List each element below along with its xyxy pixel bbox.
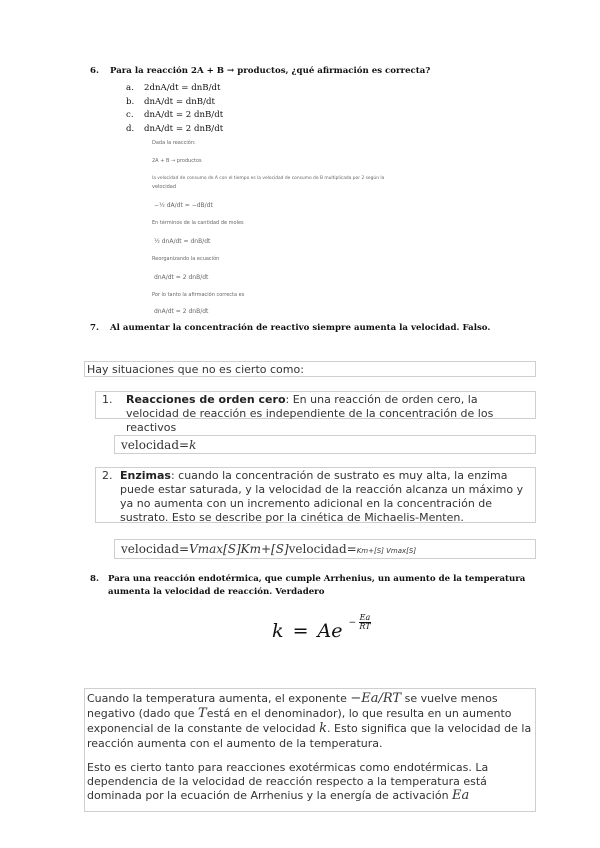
- work-line: Dada la reacción:: [152, 140, 196, 146]
- formula2-small: Km+[S] Vmax[S]: [356, 547, 417, 555]
- q7-number: 7.: [90, 323, 99, 333]
- q8-number: 8.: [90, 574, 99, 584]
- q8-heading: [90, 573, 530, 599]
- eq-coef: A: [317, 620, 332, 642]
- q7-formula2-box: [114, 539, 536, 559]
- q6-options: [126, 82, 223, 136]
- eq-lhs: k: [272, 620, 284, 642]
- q7-item2-title: Enzimas: [120, 469, 171, 482]
- math-Ea: Ea: [452, 788, 470, 803]
- q7-item1-body: : En una reacción de orden cero, la velocidad de reacción es independiente de la concentración de los reactivos: [126, 393, 494, 434]
- formula2-label2: velocidad=: [288, 542, 357, 556]
- formula2-label: velocidad=: [121, 542, 190, 556]
- q7-item2-box: [95, 467, 536, 523]
- work-equation: dnA/dt = 2 dnB/dt: [154, 308, 209, 315]
- arrhenius-equation: [272, 613, 371, 642]
- q7-heading: [90, 323, 490, 333]
- q7-item1-box: [95, 391, 536, 434]
- q6-option-c: c. dnA/dt = 2 dnB/dt: [126, 110, 224, 120]
- work-line: En términos de la cantidad de moles: [152, 220, 244, 226]
- q6-heading: [90, 66, 430, 76]
- math-exponent: −Ea/RT: [350, 691, 402, 706]
- eq-sign: =: [292, 620, 309, 642]
- q8-text: Para una reacción endotérmica, que cumple Arrhenius, un aumento de la temperatura aumenta la velocidad de reacción. Verdadero: [108, 574, 526, 597]
- math-k: k: [319, 721, 328, 736]
- formula1-var: k: [189, 438, 197, 452]
- work-equation: ½ dnA/dt = dnB/dt: [154, 238, 211, 245]
- work-line: 2A + B → productos: [152, 158, 202, 164]
- eq-exponent: − $\frac{Ea}{RT}$: [348, 613, 371, 631]
- eq-exp-num: Ea: [359, 613, 371, 622]
- q6-work-image: [152, 140, 412, 320]
- q7-intro: Hay situaciones que no es cierto como:: [87, 363, 304, 376]
- q6-option-d: d. dnA/dt = 2 dnB/dt: [126, 123, 224, 134]
- q7-formula1-box: [114, 435, 536, 454]
- eq-base: e: [331, 620, 343, 642]
- q7-text: Al aumentar la concentración de reactivo siempre aumenta la velocidad. Falso.: [109, 323, 491, 333]
- q6-text: Para la reacción 2A + B → productos, ¿qué afirmación es correcta?: [109, 66, 431, 76]
- q8-para1: Cuando la temperatura aumenta, el exponente −Ea/RT se vuelve menos negativo (dado que Testá en el denominador), lo que resulta en un aumento exponencial de la constante de velocidad k. Esto significa que la velocidad de la reacción aumenta con el aumento de la temperatura.: [87, 691, 532, 750]
- work-equation: dnA/dt = 2 dnB/dt: [154, 274, 209, 281]
- math-T: T: [198, 706, 207, 721]
- work-line: velocidad: [152, 184, 177, 190]
- q6-option-b: b. dnA/dt = dnB/dt: [126, 96, 215, 107]
- work-line: la velocidad de consumo de A con el tiempo es la velocidad de consumo de B multiplicada por 2 según la: [152, 176, 385, 181]
- q7-item2-number: 2.: [102, 469, 113, 482]
- q7-item2-body: : cuando la concentración de sustrato es muy alta, la enzima puede estar saturada, y la velocidad de la reacción alcanza un máximo y ya no aumenta con un incremento adicional en la concentración de sustrato. Esto se describe por la cinética de Michaelis-Menten.: [120, 469, 524, 524]
- q6-number: 6.: [90, 66, 99, 76]
- q7-item1-title: Reacciones de orden cero: [126, 393, 286, 406]
- formula2-expr: Vmax[S]Km+[S]: [189, 542, 289, 556]
- q7-intro-box: [84, 361, 536, 377]
- q8-para2: Esto es cierto tanto para reacciones exotérmicas como endotérmicas. La dependencia de la velocidad de reacción respecto a la temperatura está dominada por la ecuación de Arrhenius y la energía de activación Ea: [87, 761, 489, 803]
- work-line: Reorganizando la ecuación: [152, 256, 220, 262]
- q6-option-a: a. 2dnA/dt = dnB/dt: [126, 83, 221, 93]
- q7-item1-number: 1.: [102, 393, 113, 406]
- work-line: Por lo tanto la afirmación correcta es: [152, 292, 245, 298]
- work-equation: −½ dA/dt = −dB/dt: [154, 202, 213, 209]
- q8-explanation-box: [84, 688, 536, 812]
- eq-exp-den: RT: [359, 622, 371, 631]
- formula1-label: velocidad=: [121, 438, 190, 452]
